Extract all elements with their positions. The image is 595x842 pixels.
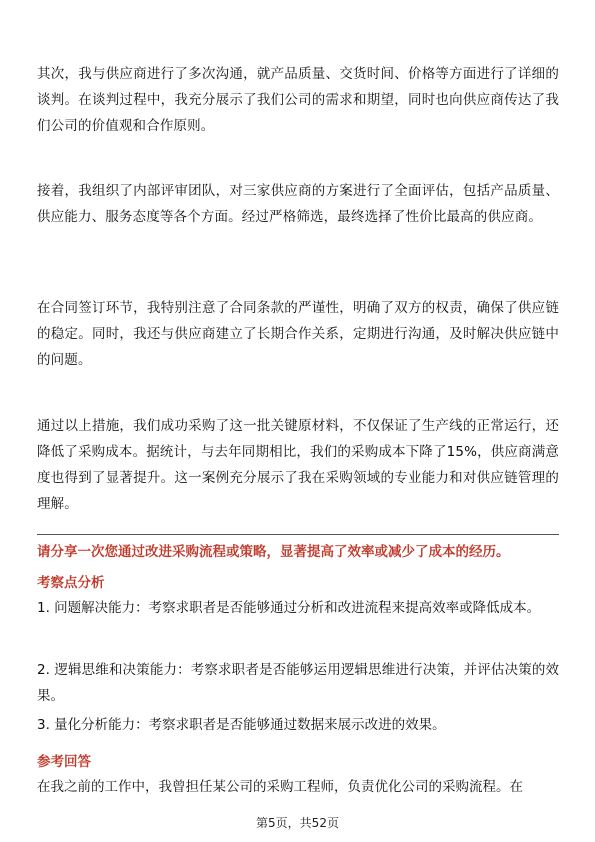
analysis-item-1: 1. 问题解决能力：考察求职者是否能够通过分析和改进流程来提高效率或降低成本。 bbox=[37, 600, 541, 616]
paragraph-contract: 在合同签订环节，我特别注意了合同条款的严谨性，明确了双方的权责，确保了供应链的稳定。同时，我还与供应商建立了长期合作关系，定期进行沟通，及时解决供应链中的问题。 bbox=[37, 300, 559, 368]
section-divider bbox=[37, 534, 559, 535]
analysis-heading: 考察点分析 bbox=[37, 575, 105, 591]
paragraph-evaluation: 接着，我组织了内部评审团队，对三家供应商的方案进行了全面评估，包括产品质量、供应能力、服务态度等各个方面。经过严格筛选，最终选择了性价比最高的供应商。 bbox=[37, 183, 559, 225]
paragraph-results: 通过以上措施，我们成功采购了这一批关键原材料，不仅保证了生产线的正常运行，还降低了采购成本。据统计，与去年同期相比，我们的采购成本下降了15%，供应商满意度也得到了显著提升。这一案例充分展示了我在采购领域的专业能力和对供应链管理的理解。 bbox=[37, 418, 559, 512]
analysis-item-2: 2. 逻辑思维和决策能力：考察求职者是否能够运用逻辑思维进行决策，并评估决策的效果。 bbox=[37, 662, 559, 704]
answer-heading: 参考回答 bbox=[37, 754, 91, 770]
interview-question: 请分享一次您通过改进采购流程或策略，显著提高了效率或减少了成本的经历。 bbox=[37, 544, 510, 560]
analysis-item-3: 3. 量化分析能力：考察求职者是否能够通过数据来展示改进的效果。 bbox=[37, 717, 446, 733]
page-number: 第5页，共52页 bbox=[256, 816, 339, 830]
answer-text: 在我之前的工作中，我曾担任某公司的采购工程师，负责优化公司的采购流程。在 bbox=[37, 779, 523, 795]
paragraph-negotiation: 其次，我与供应商进行了多次沟通，就产品质量、交货时间、价格等方面进行了详细的谈判。在谈判过程中，我充分展示了我们公司的需求和期望，同时也向供应商传达了我们公司的价值观和合作原则。 bbox=[37, 66, 559, 134]
